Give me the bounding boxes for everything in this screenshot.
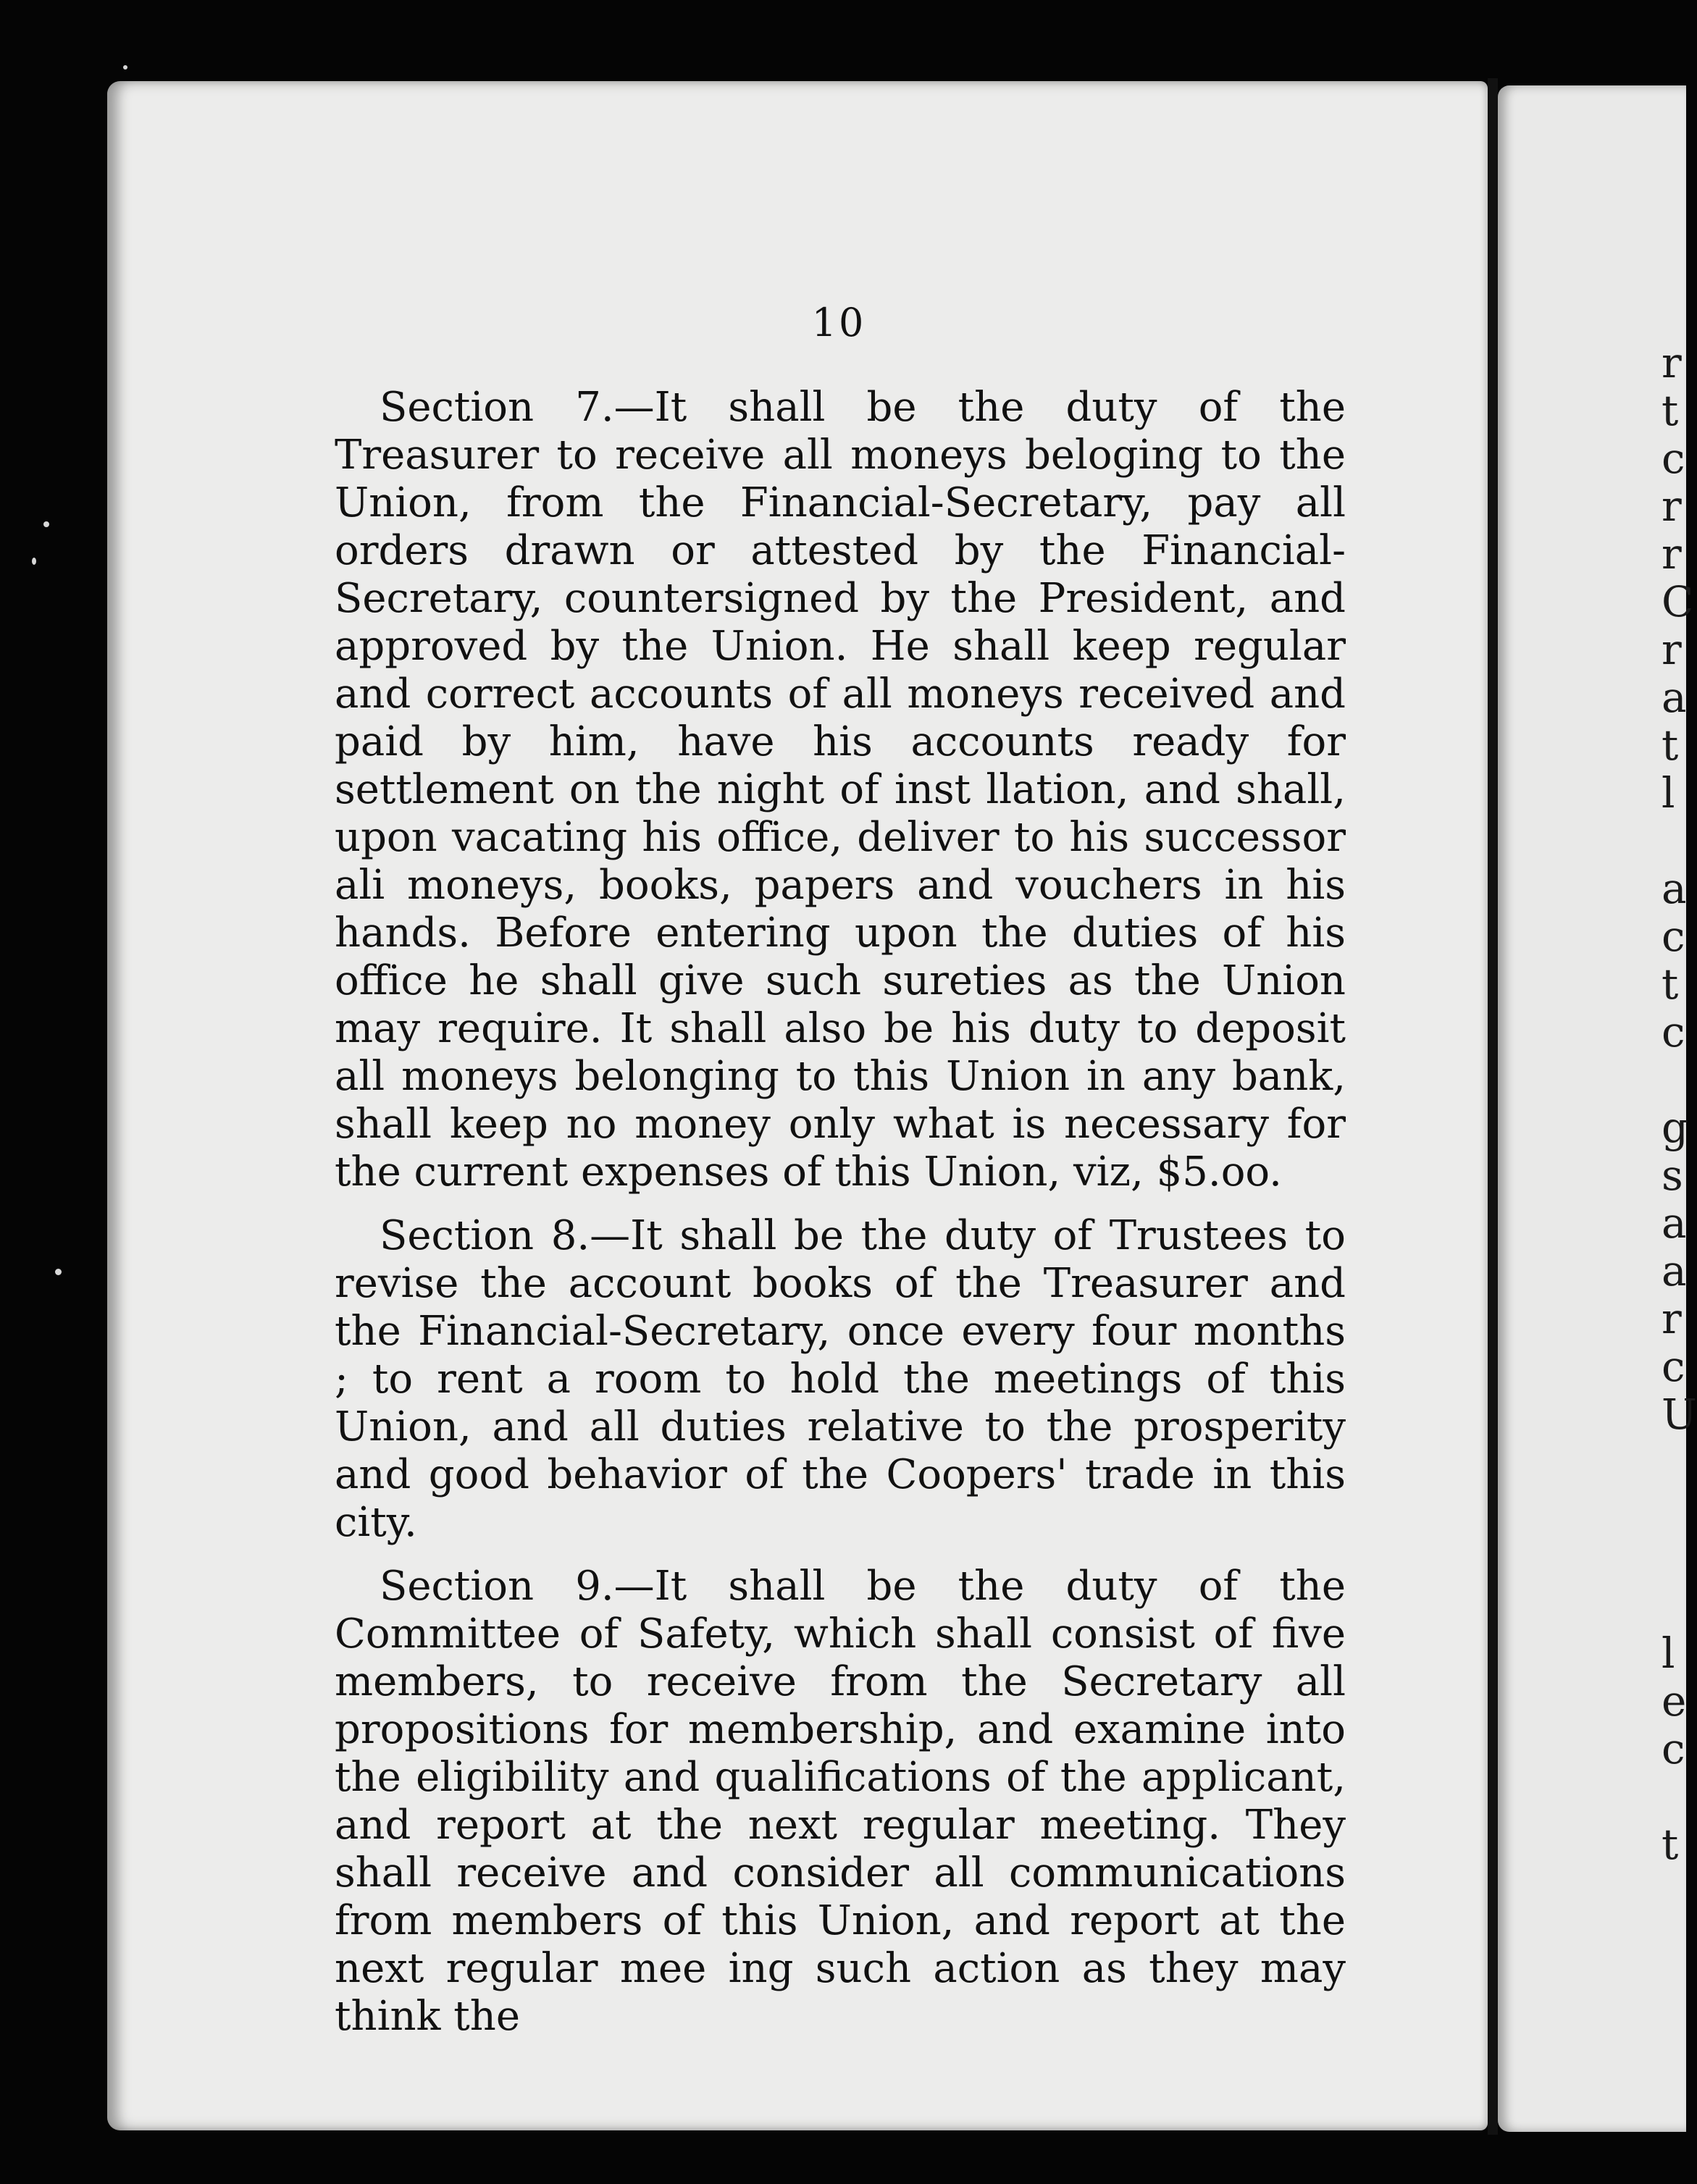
- edge-letter: [1662, 1582, 1697, 1629]
- page-number: 10: [811, 300, 866, 345]
- section-7-paragraph: Section 7.—It shall be the duty of the Treasurer to receive all moneys beloging to the Union, from the Financial-Secretary, pay all orders drawn or attested by the Financial-Secretary, countersigned by the President, and approved by the Union. He shall keep regular and correct accounts of all moneys received and paid by him, have his accounts ready for settlement on the night of inst llation, and shall, upon vacating his office, deliver to his successor ali moneys, books, papers and vouchers in his hands. Before entering upon the duties of his office he shall give such sureties as the Union may require. It shall also be his duty to deposit all moneys belonging to this Union in any bank, shall keep no money only what is necessary for the current expenses of this Union, viz, $5.oo.: [335, 384, 1346, 1196]
- edge-letter: r: [1662, 482, 1682, 531]
- edge-letter: t: [1662, 1820, 1679, 1869]
- edge-letter: r: [1662, 1294, 1682, 1343]
- edge-letter: s: [1662, 1151, 1683, 1200]
- edge-letter: [1662, 817, 1697, 865]
- edge-letter: a: [1662, 864, 1687, 913]
- edge-letter: r: [1662, 338, 1682, 387]
- section-8-paragraph: Section 8.—It shall be the duty of Trustees to revise the account books of the Treasurer and the Financial-Secretary, once every four months ; to rent a room to hold the meetings of this Union, and all duties relative to the prosperity and good behavior of the Coopers' trade in this city.: [335, 1212, 1346, 1546]
- facing-page: [1498, 85, 1686, 2132]
- edge-letter: U: [1662, 1390, 1697, 1439]
- edge-letter: a: [1662, 673, 1687, 722]
- edge-letter: c: [1662, 1007, 1685, 1057]
- edge-letter: r: [1662, 529, 1682, 579]
- edge-letter: [1662, 1486, 1697, 1534]
- edge-letter: [1662, 1056, 1697, 1104]
- section-9-paragraph: Section 9.—It shall be the duty of the Committee of Safety, which shall consist of five members, to receive from the Secretary all propositions for membership, and examine into the eligibility and qualifications of the applicant, and report at the next regular meeting. They shall receive and consider all communications from members of this Union, and report at the next regular mee ing such action as they may think the: [335, 1563, 1346, 2040]
- edge-letter: e: [1662, 1676, 1687, 1726]
- edge-letter: t: [1662, 386, 1679, 435]
- edge-letter: C: [1662, 577, 1694, 626]
- edge-letter: l: [1662, 1629, 1675, 1678]
- edge-letter: r: [1662, 625, 1682, 674]
- edge-letter: c: [1662, 1724, 1685, 1773]
- edge-letter: t: [1662, 959, 1679, 1009]
- edge-letter: [1662, 1438, 1697, 1486]
- book-gutter: [1488, 78, 1498, 2135]
- edge-letter: l: [1662, 768, 1675, 818]
- edge-letter: c: [1662, 1342, 1685, 1391]
- edge-letter: c: [1662, 434, 1685, 483]
- edge-letter: a: [1662, 1198, 1687, 1248]
- edge-letter: a: [1662, 1246, 1687, 1295]
- facing-page-edge-letters: [1662, 339, 1697, 1868]
- edge-letter: [1662, 1534, 1697, 1582]
- edge-letter: c: [1662, 912, 1685, 961]
- edge-letter: [1662, 1773, 1697, 1820]
- page-body: [335, 384, 1346, 2057]
- edge-letter: t: [1662, 721, 1679, 770]
- edge-letter: g: [1662, 1103, 1689, 1152]
